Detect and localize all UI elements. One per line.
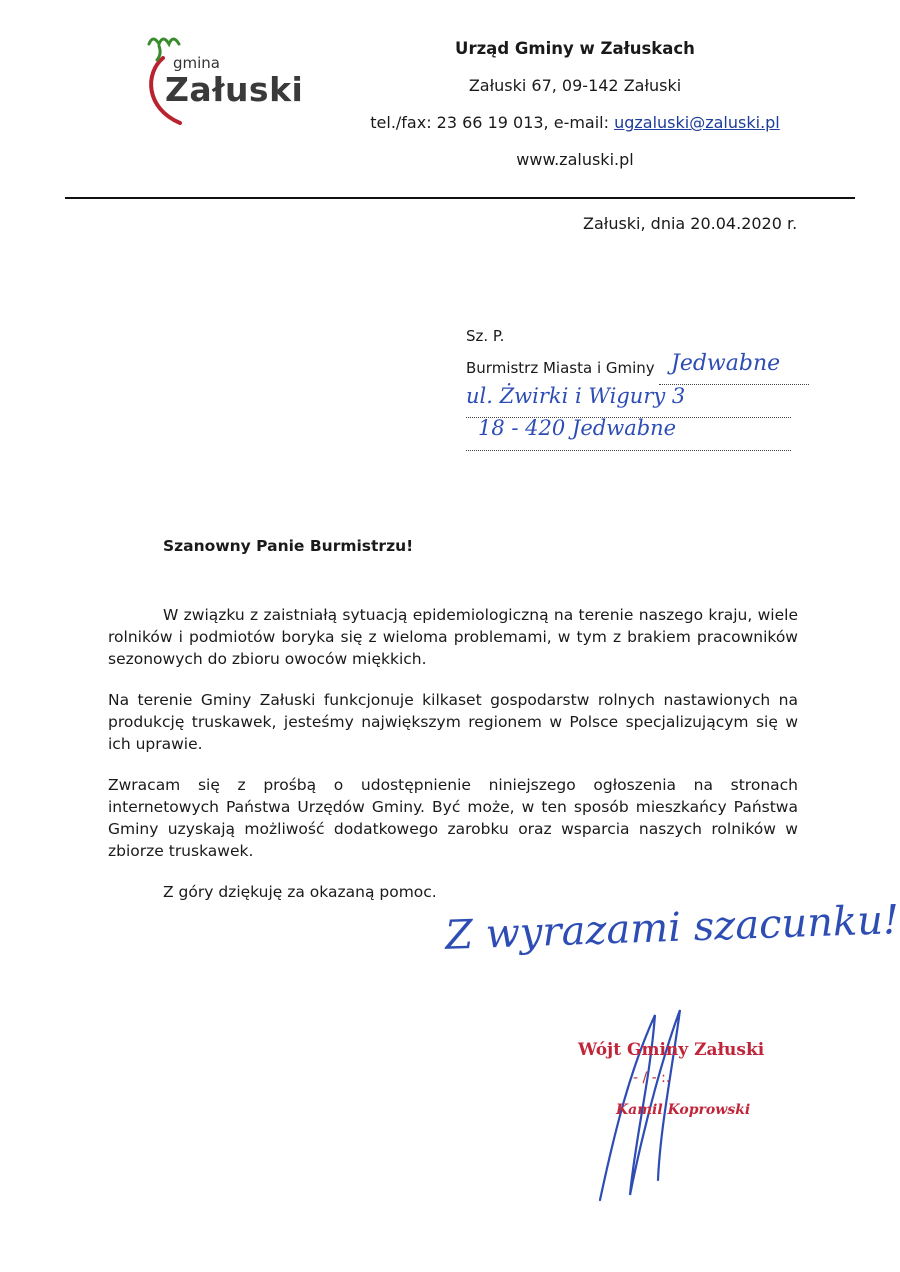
- paragraph-3: Zwracam się z prośbą o udostępnienie niniejszego ogłoszenia na stronach internetowych Państwa Urzędów Gminy. Być może, w ten sposób mieszkańcy Państwa Gminy uzyskają możliwość dodatkowego zarobku oraz wsparcia naszych rolników w zbiorze truskawek.: [108, 776, 798, 860]
- closing-line: Z góry dziękuję za okazaną pomoc.: [163, 883, 437, 901]
- logo-big-text: Załuski: [165, 70, 304, 109]
- official-stamp: [578, 1040, 808, 1118]
- stamp-dots: - / - :.: [633, 1070, 671, 1086]
- recipient-title: Burmistrz Miasta i Gminy: [466, 359, 655, 377]
- website-text: www.zaluski.pl: [516, 150, 634, 169]
- paragraph-2: Na terenie Gminy Załuski funkcjonuje kilkaset gospodarstw rolnych nastawionych na produkcję truskawek, jesteśmy największym regionem w Polsce specjalizującym się w ich uprawie.: [108, 691, 798, 753]
- recipient-block: [466, 320, 809, 451]
- salutation: Szanowny Panie Burmistrzu!: [163, 537, 414, 555]
- contact-phone: tel./fax: 23 66 19 013, e-mail:: [370, 113, 615, 132]
- recipient-line-1: Sz. P.: [466, 327, 505, 345]
- header-divider: [65, 197, 855, 199]
- handwritten-postcode: 18 - 420 Jedwabne: [478, 416, 677, 440]
- office-address: Załuski 67, 09-142 Załuski: [468, 76, 682, 95]
- office-name: Urząd Gminy w Załuskach: [455, 39, 695, 58]
- email-link[interactable]: ugzaluski@zaluski.pl: [614, 113, 780, 132]
- stamp-name: Kamil Koprowski: [616, 1102, 751, 1118]
- stamp-title: Wójt Gminy Załuski: [578, 1040, 765, 1060]
- gmina-logo: [135, 28, 305, 128]
- handwritten-greeting: Z wyrazami szacunku!: [444, 897, 900, 959]
- letterhead: [360, 30, 790, 178]
- handwritten-city: Jedwabne: [671, 351, 781, 376]
- letter-date: Załuski, dnia 20.04.2020 r.: [583, 214, 798, 233]
- logo-small-text: gmina: [173, 54, 220, 72]
- office-contact: [360, 104, 790, 141]
- letter-body: [108, 604, 798, 922]
- paragraph-1: W związku z zaistniałą sytuacją epidemiologiczną na terenie naszego kraju, wiele rolników i podmiotów boryka się z wieloma problemami, w tym z brakiem pracowników sezonowych do zbioru owoców miękkich.: [108, 606, 798, 668]
- handwritten-street: ul. Żwirki i Wigury 3: [466, 384, 686, 408]
